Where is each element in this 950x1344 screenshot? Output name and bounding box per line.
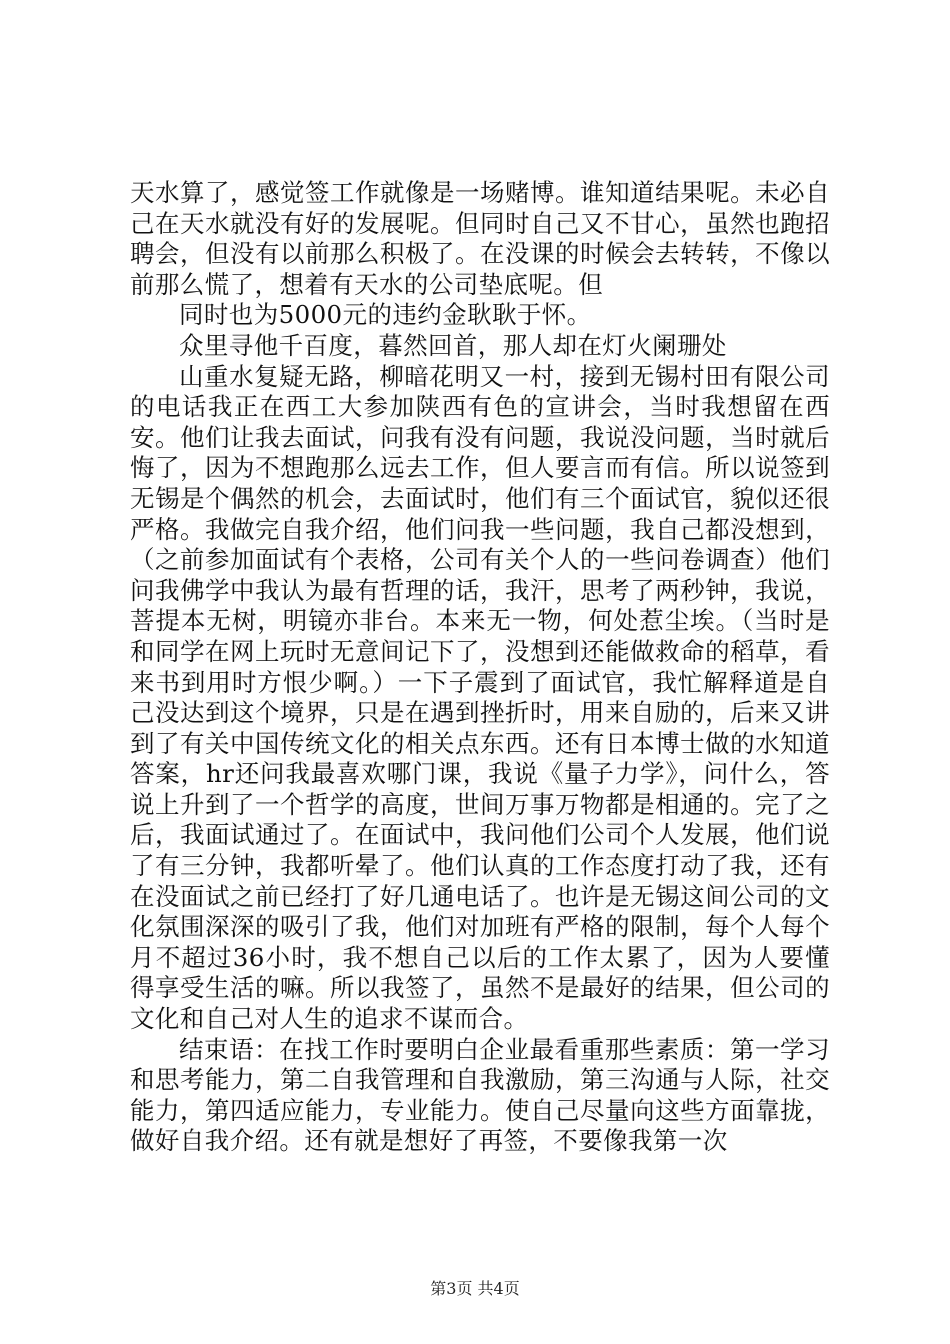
paragraph-2: 同时也为5000元的违约金耿耿于怀。 bbox=[179, 300, 592, 330]
paragraph-1: 天水算了，感觉签工作就像是一场赌博。谁知道结果呢。未必自己在天水就没有好的发展呢。但同时自己又不甘心，虽然也跑招聘会，但没有以前那么积极了。在没课的时候会去转转，不像以前那么慌了，想着有天水的公司垫底呢。但 bbox=[130, 178, 830, 299]
document-body bbox=[130, 178, 830, 1157]
page-footer: 第3页 共4页 bbox=[430, 1279, 520, 1298]
paragraph-3: 众里寻他千百度，暮然回首，那人却在灯火阑珊处 bbox=[179, 330, 727, 360]
paragraph-5: 结束语：在找工作时要明白企业最看重那些素质：第一学习和思考能力，第二自我管理和自我激励，第三沟通与人际，社交能力，第四适应能力，专业能力。使自己尽量向这些方面靠拢，做好自我介绍。还有就是想好了再签，不要像我第一次 bbox=[130, 1034, 830, 1156]
paragraph-4: 山重水复疑无路，柳暗花明又一村，接到无锡村田有限公司的电话我正在西工大参加陕西有色的宣讲会，当时我想留在西安。他们让我去面试，问我有没有问题，我说没问题，当时就后悔了，因为不想跑那么远去工作，但人要言而有信。所以说签到无锡是个偶然的机会，去面试时，他们有三个面试官，貌似还很严格。我做完自我介绍，他们问我一些问题，我自己都没想到，（之前参加面试有个表格，公司有关个人的一些问卷调查）他们问我佛学中我认为最有哲理的话，我汗，思考了两秒钟，我说，菩提本无树，明镜亦非台。本来无一物，何处惹尘埃。（当时是和同学在网上玩时无意间记下了，没想到还能做救命的稻草，看来书到用时方恨少啊。）一下子震到了面试官，我忙解释道是自己没达到这个境界，只是在遇到挫折时，用来自励的，后来又讲到了有关中国传统文化的相关点东西。还有日本博士做的水知道答案，hr还问我最喜欢哪门课，我说《量子力学》，问什么，答说上升到了一个哲学的高度，世间万事万物都是相通的。完了之后，我面试通过了。在面试中，我问他们公司个人发展，他们说了有三分钟，我都听晕了。他们认真的工作态度打动了我，还有在没面试之前已经打了好几通电话了。也许是无锡这间公司的文化氛围深深的吸引了我，他们对加班有严格的限制，每个人每个月不超过36小时，我不想自己以后的工作太累了，因为人要懂得享受生活的嘛。所以我签了，虽然不是最好的结果，但公司的文化和自己对人生的追求不谋而合。 bbox=[130, 361, 830, 1034]
